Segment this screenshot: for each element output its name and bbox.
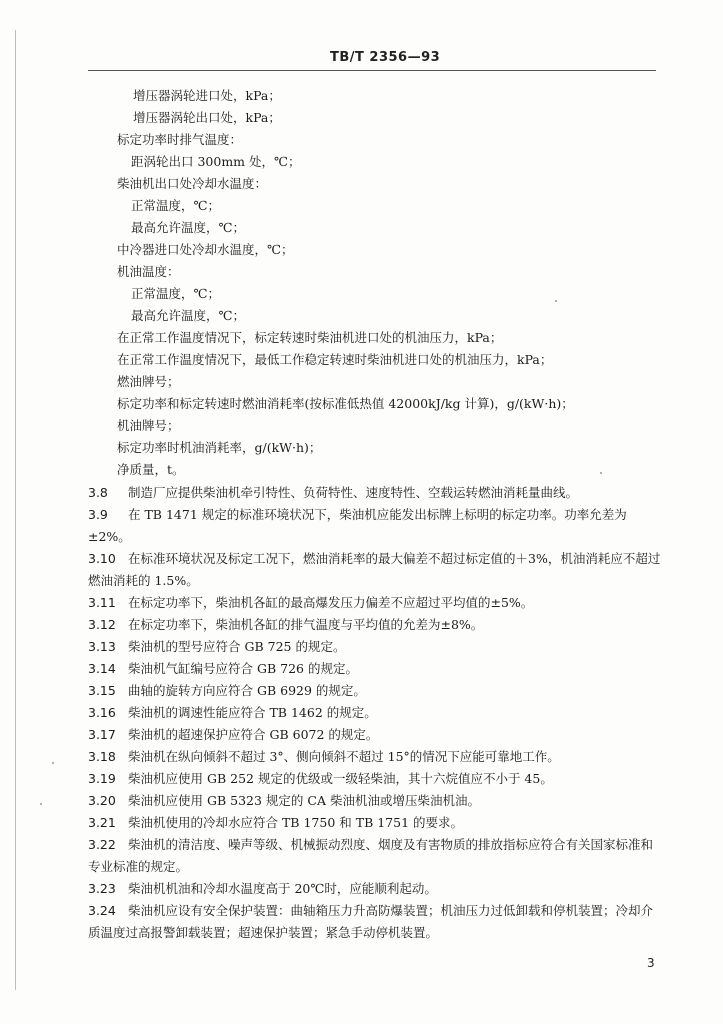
clause-3-12	[88, 614, 663, 636]
clause-3-18	[88, 746, 663, 768]
clause-3-21	[88, 812, 663, 834]
scan-speck	[600, 472, 602, 474]
clause-number: 3.23	[88, 881, 116, 896]
param-line: 机油温度：	[117, 264, 180, 279]
clause-3-8	[88, 482, 663, 504]
clause-3-9	[88, 504, 663, 548]
clause-text: 柴油机的清洁度、噪声等级、机械振动烈度、烟度及有害物质的排放指标应符合有关国家标准和专业标准的规定。	[88, 837, 654, 874]
param-line: 标定功率和标定转速时燃油消耗率(按标准低热值 42000kJ/kg 计算)，g/(kW·h)；	[117, 396, 574, 411]
param-line: 标定功率时机油消耗率，g/(kW·h)；	[117, 440, 322, 455]
clause-text: 在标准环境状况及标定工况下，燃油消耗率的最大偏差不超过标定值的＋3%，机油消耗应不超过燃油消耗的 1.5%。	[88, 551, 661, 588]
param-line: 最高允许温度，℃；	[131, 308, 245, 323]
clause-number: 3.16	[88, 705, 116, 720]
clause-number: 3.20	[88, 793, 116, 808]
clause-text: 柴油机气缸编号应符合 GB 726 的规定。	[128, 661, 358, 676]
clause-3-19	[88, 768, 663, 790]
clause-text: 柴油机应设有安全保护装置：曲轴箱压力升高防爆装置；机油压力过低卸载和停机装置；冷却介质温度过高报警卸载装置；超速保护装置；紧急手动停机装置。	[88, 903, 654, 940]
clause-number: 3.19	[88, 771, 116, 786]
clause-number: 3.15	[88, 683, 116, 698]
clause-3-16	[88, 702, 663, 724]
clause-text: 柴油机的超速保护应符合 GB 6072 的规定。	[128, 727, 379, 742]
clause-3-24	[88, 900, 663, 944]
clause-3-22	[88, 834, 663, 878]
clause-number: 3.17	[88, 727, 116, 742]
clause-3-11	[88, 592, 663, 614]
param-line: 机油牌号；	[117, 418, 180, 433]
clause-number: 3.11	[88, 595, 116, 610]
param-line: 中冷器进口处冷却水温度，℃；	[117, 242, 294, 257]
param-line: 最高允许温度，℃；	[131, 220, 245, 235]
param-line: 增压器涡轮出口处，kPa；	[133, 110, 281, 125]
clause-text: 制造厂应提供柴油机牵引特性、负荷特性、速度特性、空载运转燃油消耗量曲线。	[128, 485, 579, 500]
clause-number: 3.21	[88, 815, 116, 830]
param-line: 在正常工作温度情况下，最低工作稳定转速时柴油机进口处的机油压力，kPa；	[117, 352, 553, 367]
clause-text: 柴油机的调速性能应符合 TB 1462 的规定。	[128, 705, 377, 720]
param-line: 在正常工作温度情况下，标定转速时柴油机进口处的机油压力，kPa；	[117, 330, 503, 345]
header-divider	[88, 70, 656, 71]
clause-text: 柴油机机油和冷却水温度高于 20℃时，应能顺利起动。	[128, 881, 437, 896]
clause-text: 柴油机应使用 GB 252 规定的优级或一级轻柴油，其十六烷值应不小于 45。	[128, 771, 553, 786]
param-line: 正常温度，℃；	[131, 286, 220, 301]
clause-3-17	[88, 724, 663, 746]
scan-speck	[52, 762, 54, 764]
scan-speck	[40, 803, 42, 805]
param-line: 柴油机出口处冷却水温度：	[117, 176, 268, 191]
standard-code-header: TB/T 2356—93	[330, 50, 441, 65]
clause-3-23	[88, 878, 663, 900]
clause-number: 3.10	[88, 551, 116, 566]
clause-number: 3.22	[88, 837, 116, 852]
clause-number: 3.8	[88, 485, 108, 500]
clause-number: 3.24	[88, 903, 116, 918]
clause-text: 柴油机使用的冷却水应符合 TB 1750 和 TB 1751 的要求。	[128, 815, 464, 830]
clause-number: 3.18	[88, 749, 116, 764]
clause-number: 3.9	[88, 507, 108, 522]
clause-text: 曲轴的旋转方向应符合 GB 6929 的规定。	[128, 683, 366, 698]
param-line: 燃油牌号；	[117, 374, 180, 389]
clause-text: 柴油机的型号应符合 GB 725 的规定。	[128, 639, 346, 654]
clause-text: 柴油机在纵向倾斜不超过 3°、侧向倾斜不超过 15°的情况下应能可靠地工作。	[128, 749, 560, 764]
page-number: 3	[647, 956, 655, 970]
clause-text: 在标定功率下，柴油机各缸的最高爆发压力偏差不应超过平均值的±5%。	[128, 595, 534, 610]
clause-3-10	[88, 548, 663, 592]
clause-3-20	[88, 790, 663, 812]
clause-3-13	[88, 636, 663, 658]
clause-3-14	[88, 658, 663, 680]
param-line: 增压器涡轮进口处，kPa；	[133, 88, 281, 103]
clause-number: 3.12	[88, 617, 116, 632]
param-line: 净质量，t。	[117, 462, 185, 477]
clause-text: 柴油机应使用 GB 5323 规定的 CA 柴油机油或增压柴油机油。	[128, 793, 480, 808]
param-line: 标定功率时排气温度：	[117, 132, 243, 147]
clause-3-15	[88, 680, 663, 702]
param-line: 正常温度，℃；	[131, 198, 220, 213]
scan-left-edge	[15, 30, 16, 990]
clause-number: 3.14	[88, 661, 116, 676]
clause-text: 在标定功率下，柴油机各缸的排气温度与平均值的允差为±8%。	[128, 617, 484, 632]
clause-text: 在 TB 1471 规定的标准环境状况下，柴油机应能发出标牌上标明的标定功率。功率允差为±2%。	[88, 507, 627, 544]
clause-number: 3.13	[88, 639, 116, 654]
scan-speck	[555, 300, 557, 302]
param-line: 距涡轮出口 300mm 处，℃；	[131, 154, 301, 169]
